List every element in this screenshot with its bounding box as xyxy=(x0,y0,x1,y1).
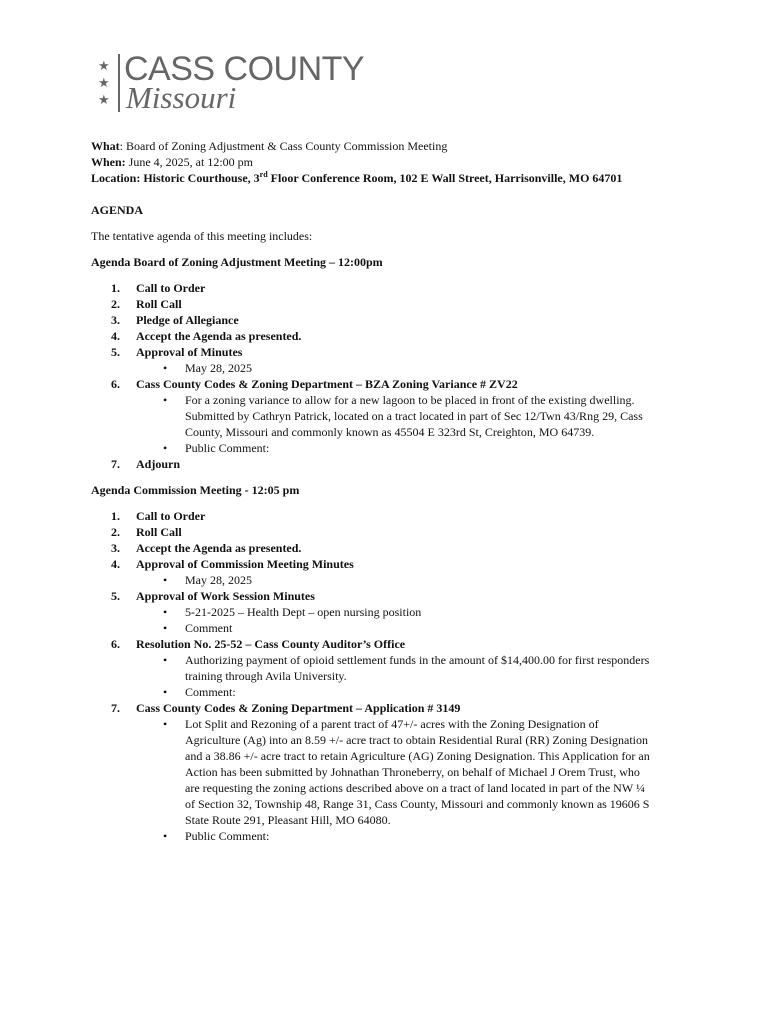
agenda-item-number: 4. xyxy=(111,557,120,571)
agenda-item xyxy=(91,524,691,540)
star-icon: ★ xyxy=(98,76,110,91)
meeting-location: Location: Historic Courthouse, 3rd Floor Conference Room, 102 E Wall Street, Harrisonville, MO 64701 xyxy=(91,170,623,185)
agenda-item xyxy=(91,280,691,296)
agenda-sub-list xyxy=(136,572,691,588)
agenda-item-title: Pledge of Allegiance xyxy=(136,313,239,327)
agenda-sub-text: Public Comment: xyxy=(185,829,270,843)
agenda-item-number: 4. xyxy=(111,329,120,343)
agenda-sub-item xyxy=(136,572,691,588)
bullet-icon: • xyxy=(163,361,168,375)
agenda-item xyxy=(91,540,691,556)
agenda-item-title: Call to Order xyxy=(136,509,206,523)
agenda-sub-text: County, Missouri and commonly known as 45504 E 323rd St, Creighton, MO 64739. xyxy=(185,425,595,439)
bullet-icon: • xyxy=(163,605,168,619)
agenda-sub-text: Public Comment: xyxy=(185,441,270,455)
agenda-item xyxy=(91,636,691,700)
agenda-sub-item xyxy=(136,392,691,440)
bullet-icon: • xyxy=(163,685,168,699)
meeting-what: What: Board of Zoning Adjustment & Cass County Commission Meeting xyxy=(91,139,448,153)
agenda-sub-item xyxy=(136,828,691,844)
agenda-item xyxy=(91,588,691,636)
agenda-sub-text: Comment: xyxy=(185,685,236,699)
agenda-item-title: Accept the Agenda as presented. xyxy=(136,541,302,555)
agenda-content xyxy=(91,138,691,844)
agenda-item-number: 2. xyxy=(111,297,120,311)
agenda-sub-item xyxy=(136,716,691,828)
agenda-item-number: 3. xyxy=(111,313,120,327)
agenda-sub-text: Agriculture (Ag) into an 8.59 +/- acre tract to obtain Residential Rural (RR) Zoning Designation xyxy=(185,733,648,747)
agenda-item xyxy=(91,556,691,588)
agenda-item-number: 5. xyxy=(111,589,120,603)
agenda-item-title: Cass County Codes & Zoning Department – BZA Zoning Variance # ZV22 xyxy=(136,377,518,391)
agenda-item-number: 2. xyxy=(111,525,120,539)
agenda-item xyxy=(91,312,691,328)
agenda-sub-text: For a zoning variance to allow for a new lagoon to be placed in front of the existing dwelling. xyxy=(185,393,635,407)
logo-state-name: Missouri xyxy=(126,80,237,115)
agenda-sub-text: State Route 291, Pleasant Hill, MO 64080. xyxy=(185,813,391,827)
agenda-item-title: Cass County Codes & Zoning Department – Application # 3149 xyxy=(136,701,461,715)
agenda-item-title: Approval of Work Session Minutes xyxy=(136,589,315,603)
bza-heading: Agenda Board of Zoning Adjustment Meeting – 12:00pm xyxy=(91,255,383,269)
agenda-intro: The tentative agenda of this meeting includes: xyxy=(91,229,313,243)
agenda-item xyxy=(91,700,691,844)
agenda-sub-item xyxy=(136,360,691,376)
agenda-item-number: 6. xyxy=(111,377,120,391)
agenda-sub-list xyxy=(136,652,691,700)
bullet-icon: • xyxy=(163,829,168,843)
agenda-sub-text: Action has been submitted by Johnathan Throneberry, on behalf of Michael J Orem Trust, who xyxy=(185,765,640,779)
agenda-sub-text: and a 38.86 +/- acre tract to retain Agriculture (AG) Zoning Designation. This Application for an xyxy=(185,749,650,763)
agenda-item-title: Resolution No. 25-52 – Cass County Auditor’s Office xyxy=(136,637,406,651)
agenda-item-title: Roll Call xyxy=(136,525,182,539)
agenda-item-title: Accept the Agenda as presented. xyxy=(136,329,302,343)
agenda-sub-text: 5-21-2025 – Health Dept – open nursing position xyxy=(185,605,422,619)
commission-agenda-list xyxy=(91,508,691,844)
logo-county-name: CASS COUNTY xyxy=(124,50,365,88)
bullet-icon: • xyxy=(163,441,168,455)
agenda-item-number: 5. xyxy=(111,345,120,359)
agenda-item-title: Roll Call xyxy=(136,297,182,311)
agenda-sub-item xyxy=(136,604,691,620)
agenda-sub-list xyxy=(136,392,691,456)
agenda-sub-text: May 28, 2025 xyxy=(185,361,252,375)
agenda-sub-list xyxy=(136,604,691,636)
bullet-icon: • xyxy=(163,573,168,587)
agenda-item-number: 7. xyxy=(111,701,120,715)
agenda-item xyxy=(91,456,691,472)
star-icon: ★ xyxy=(98,59,110,74)
bullet-icon: • xyxy=(163,621,168,635)
agenda-item xyxy=(91,328,691,344)
agenda-item-number: 3. xyxy=(111,541,120,555)
commission-heading: Agenda Commission Meeting - 12:05 pm xyxy=(91,483,300,497)
agenda-sub-text: training through Avila University. xyxy=(185,669,347,683)
bullet-icon: • xyxy=(163,393,168,407)
agenda-sub-item xyxy=(136,684,691,700)
agenda-sub-text: Lot Split and Rezoning of a parent tract of 47+/- acres with the Zoning Designation of xyxy=(185,717,599,731)
agenda-sub-item xyxy=(136,652,691,684)
agenda-item-title: Call to Order xyxy=(136,281,206,295)
agenda-item-title: Approval of Minutes xyxy=(136,345,243,359)
bullet-icon: • xyxy=(163,653,168,667)
bullet-icon: • xyxy=(163,717,168,731)
agenda-sub-text: of Section 32, Township 48, Range 31, Cass County, Missouri and commonly known as 19606 S xyxy=(185,797,650,811)
logo-divider xyxy=(118,54,120,112)
agenda-sub-text: Submitted by Cathryn Patrick, located on a tract located in part of Sec 12/Twn 43/Rng 29, Cass xyxy=(185,409,643,423)
agenda-item-number: 7. xyxy=(111,457,120,471)
agenda-item xyxy=(91,508,691,524)
agenda-heading: AGENDA xyxy=(91,203,144,217)
agenda-item-title: Adjourn xyxy=(136,457,181,471)
agenda-sub-text: Comment xyxy=(185,621,233,635)
agenda-sub-text: are requesting the zoning actions described above on a tract of land located in part of the NW ¼ xyxy=(185,781,645,795)
bza-agenda-list xyxy=(91,280,691,472)
agenda-item xyxy=(91,296,691,312)
agenda-sub-text: May 28, 2025 xyxy=(185,573,252,587)
agenda-sub-item xyxy=(136,620,691,636)
agenda-item-number: 1. xyxy=(111,509,120,523)
agenda-item-number: 6. xyxy=(111,637,120,651)
star-icon: ★ xyxy=(98,93,110,108)
agenda-item xyxy=(91,376,691,456)
agenda-item-number: 1. xyxy=(111,281,120,295)
agenda-item-title: Approval of Commission Meeting Minutes xyxy=(136,557,354,571)
agenda-sub-item xyxy=(136,440,691,456)
meeting-when: When: June 4, 2025, at 12:00 pm xyxy=(91,155,253,169)
agenda-sub-text: Authorizing payment of opioid settlement funds in the amount of $14,400.00 for first responders xyxy=(185,653,650,667)
agenda-item xyxy=(91,344,691,376)
cass-county-logo xyxy=(98,50,398,115)
agenda-sub-list xyxy=(136,716,691,844)
logo-stars xyxy=(98,58,112,109)
agenda-sub-list xyxy=(136,360,691,376)
